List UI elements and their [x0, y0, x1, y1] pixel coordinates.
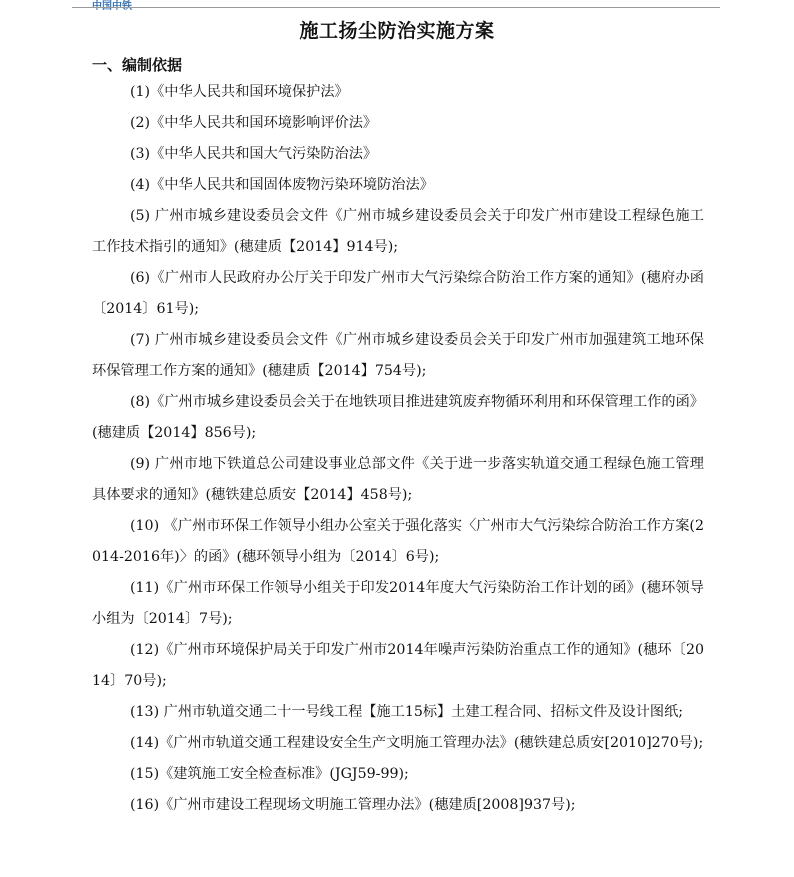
reference-item-6: (6)《广州市人民政府办公厅关于印发广州市大气污染综合防治工作方案的通知》(穗府办函〔2014〕61号); — [92, 270, 704, 317]
reference-item-13: (13) 广州市轨道交通二十一号线工程【施工15标】土建工程合同、招标文件及设计图纸; — [130, 704, 684, 720]
reference-item-2: (2)《中华人民共和国环境影响评价法》 — [130, 115, 378, 131]
reference-item-9: (9) 广州市地下铁道总公司建设事业总部文件《关于进一步落实轨道交通工程绿色施工管理具体要求的通知》(穗铁建总质安【2014】458号); — [92, 456, 704, 503]
document-title: 施工扬尘防治实施方案 — [299, 20, 495, 42]
reference-item-10: (10) 《广州市环保工作领导小组办公室关于强化落实〈广州市大气污染综合防治工作方案(2014-2016年)〉的函》(穗环领导小组为〔2014〕6号); — [92, 518, 704, 565]
reference-item-3: (3)《中华人民共和国大气污染防治法》 — [130, 146, 378, 162]
header-divider — [72, 7, 720, 8]
reference-item-1: (1)《中华人民共和国环境保护法》 — [130, 84, 349, 100]
reference-item-11: (11)《广州市环保工作领导小组关于印发2014年度大气污染防治工作计划的函》(穗环领导小组为〔2014〕7号); — [92, 580, 704, 627]
reference-item-15: (15)《建筑施工安全检查标准》(JGJ59-99); — [130, 766, 409, 782]
reference-item-5: (5) 广州市城乡建设委员会文件《广州市城乡建设委员会关于印发广州市建设工程绿色施工工作技术指引的通知》(穗建质【2014】914号); — [92, 208, 704, 255]
header-logo: 中国中铁 — [92, 1, 132, 12]
reference-item-7: (7) 广州市城乡建设委员会文件《广州市城乡建设委员会关于印发广州市加强建筑工地环保环保管理工作方案的通知》(穗建质【2014】754号); — [92, 332, 704, 379]
reference-item-4: (4)《中华人民共和国固体废物污染环境防治法》 — [130, 177, 434, 193]
reference-item-16: (16)《广州市建设工程现场文明施工管理办法》(穗建质[2008]937号); — [130, 797, 576, 813]
section-heading: 一、编制依据 — [92, 56, 183, 74]
reference-item-12: (12)《广州市环境保护局关于印发广州市2014年噪声污染防治重点工作的通知》(穗环〔2014〕70号); — [92, 642, 704, 689]
reference-item-14: (14)《广州市轨道交通工程建设安全生产文明施工管理办法》(穗铁建总质安[2010]270号); — [130, 735, 704, 751]
reference-item-8: (8)《广州市城乡建设委员会关于在地铁项目推进建筑废弃物循环利用和环保管理工作的函》(穗建质【2014】856号); — [92, 394, 704, 441]
reference-list — [92, 77, 704, 821]
